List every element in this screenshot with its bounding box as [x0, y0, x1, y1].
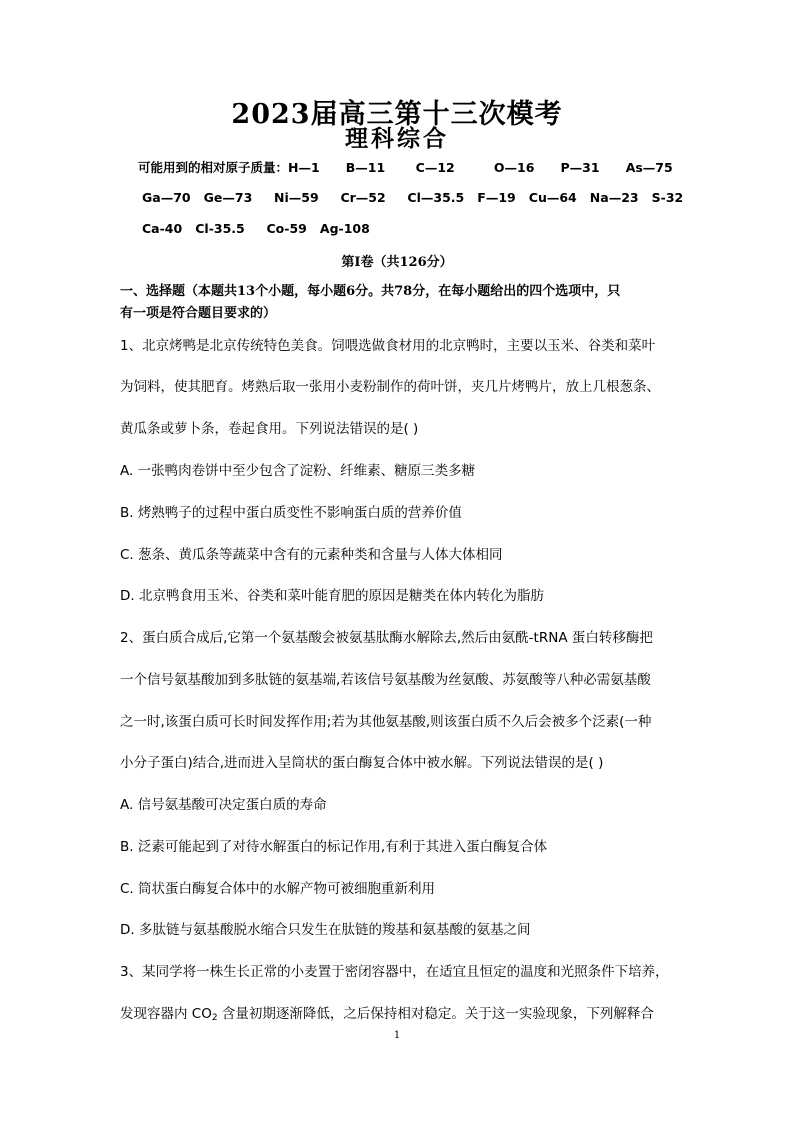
- page-number: 1: [393, 1030, 401, 1041]
- q1-option-c: C. 葱条、黄瓜条等蔬菜中含有的元素种类和含量与人体大体相同: [120, 547, 503, 563]
- q1-option-b: B. 烤熟鸭子的过程中蛋白质变性不影响蛋白质的营养价值: [120, 505, 462, 521]
- q1-stem-line-1: 1、北京烤鸭是北京传统特色美食。饲喂选做食材用的北京鸭时，主要以玉米、谷类和菜叶: [120, 338, 656, 354]
- q1-option-a: A. 一张鸭肉卷饼中至少包含了淀粉、纤维素、糖原三类多糖: [120, 463, 476, 479]
- q2-stem-line-2: 一个信号氨基酸加到多肽链的氨基端,若该信号氨基酸为丝氨酸、苏氨酸等八种必需氨基酸: [120, 672, 651, 688]
- atomic-mass-line-1: 可能用到的相对原子质量：H—1 B—11 C—12 O—16 P—31 As—75: [138, 160, 673, 175]
- co2-subscript: 2: [211, 1013, 218, 1023]
- section-title: 第Ⅰ卷（共126分）: [341, 255, 453, 270]
- section-instruction-line-1: 一、选择题（本题共13个小题，每小题6分。共78分，在每小题给出的四个选项中，只: [120, 284, 621, 299]
- q3-stem-line-1: 3、某同学将一株生长正常的小麦置于密闭容器中，在适宜且恒定的温度和光照条件下培养，: [120, 964, 669, 980]
- q3-stem-line-2-end: 含量初期逐渐降低，之后保持相对稳定。关于这一实验现象，下列解释合: [217, 1006, 654, 1022]
- q2-option-b: B. 泛素可能起到了对待水解蛋白的标记作用,有利于其进入蛋白酶复合体: [120, 839, 548, 855]
- section-instruction-line-2: 有一项是符合题目要求的）: [120, 306, 277, 321]
- atomic-mass-line-2: Ga—70 Ge—73 Ni—59 Cr—52 Cl—35.5 F—19 Cu—64 Na—23 S-32: [142, 190, 684, 205]
- q2-stem-line-4: 小分子蛋白)结合,进而进入呈筒状的蛋白酶复合体中被水解。下列说法错误的是( ): [120, 755, 604, 771]
- q1-stem-line-3: 黄瓜条或萝卜条，卷起食用。下列说法错误的是( ): [120, 421, 419, 437]
- exam-title: 2023届高三第十三次模考: [231, 99, 563, 130]
- q2-stem-line-1: 2、蛋白质合成后,它第一个氨基酸会被氨基肽酶水解除去,然后由氨酰-tRNA 蛋白转移酶把: [120, 630, 653, 646]
- q1-stem-line-2: 为饲料，使其肥育。烤熟后取一张用小麦粉制作的荷叶饼，夹几片烤鸭片，放上几根葱条、: [120, 379, 660, 395]
- q2-option-a: A. 信号氨基酸可决定蛋白质的寿命: [120, 797, 327, 813]
- q3-stem-line-2-start: 发现容器内 CO: [120, 1006, 212, 1022]
- q3-stem-line-2: [120, 1002, 654, 1023]
- exam-subtitle: 理科综合: [345, 125, 449, 152]
- q1-option-d: D. 北京鸭食用玉米、谷类和菜叶能育肥的原因是糖类在体内转化为脂肪: [120, 588, 544, 604]
- q2-stem-line-3: 之一时,该蛋白质可长时间发挥作用;若为其他氨基酸,则该蛋白质不久后会被多个泛素(一种: [120, 714, 652, 730]
- q2-option-d: D. 多肽链与氨基酸脱水缩合只发生在肽链的羧基和氨基酸的氨基之间: [120, 922, 531, 938]
- atomic-mass-line-3: Ca-40 Cl-35.5 Co-59 Ag-108: [142, 221, 370, 236]
- q2-option-c: C. 筒状蛋白酶复合体中的水解产物可被细胞重新利用: [120, 881, 436, 897]
